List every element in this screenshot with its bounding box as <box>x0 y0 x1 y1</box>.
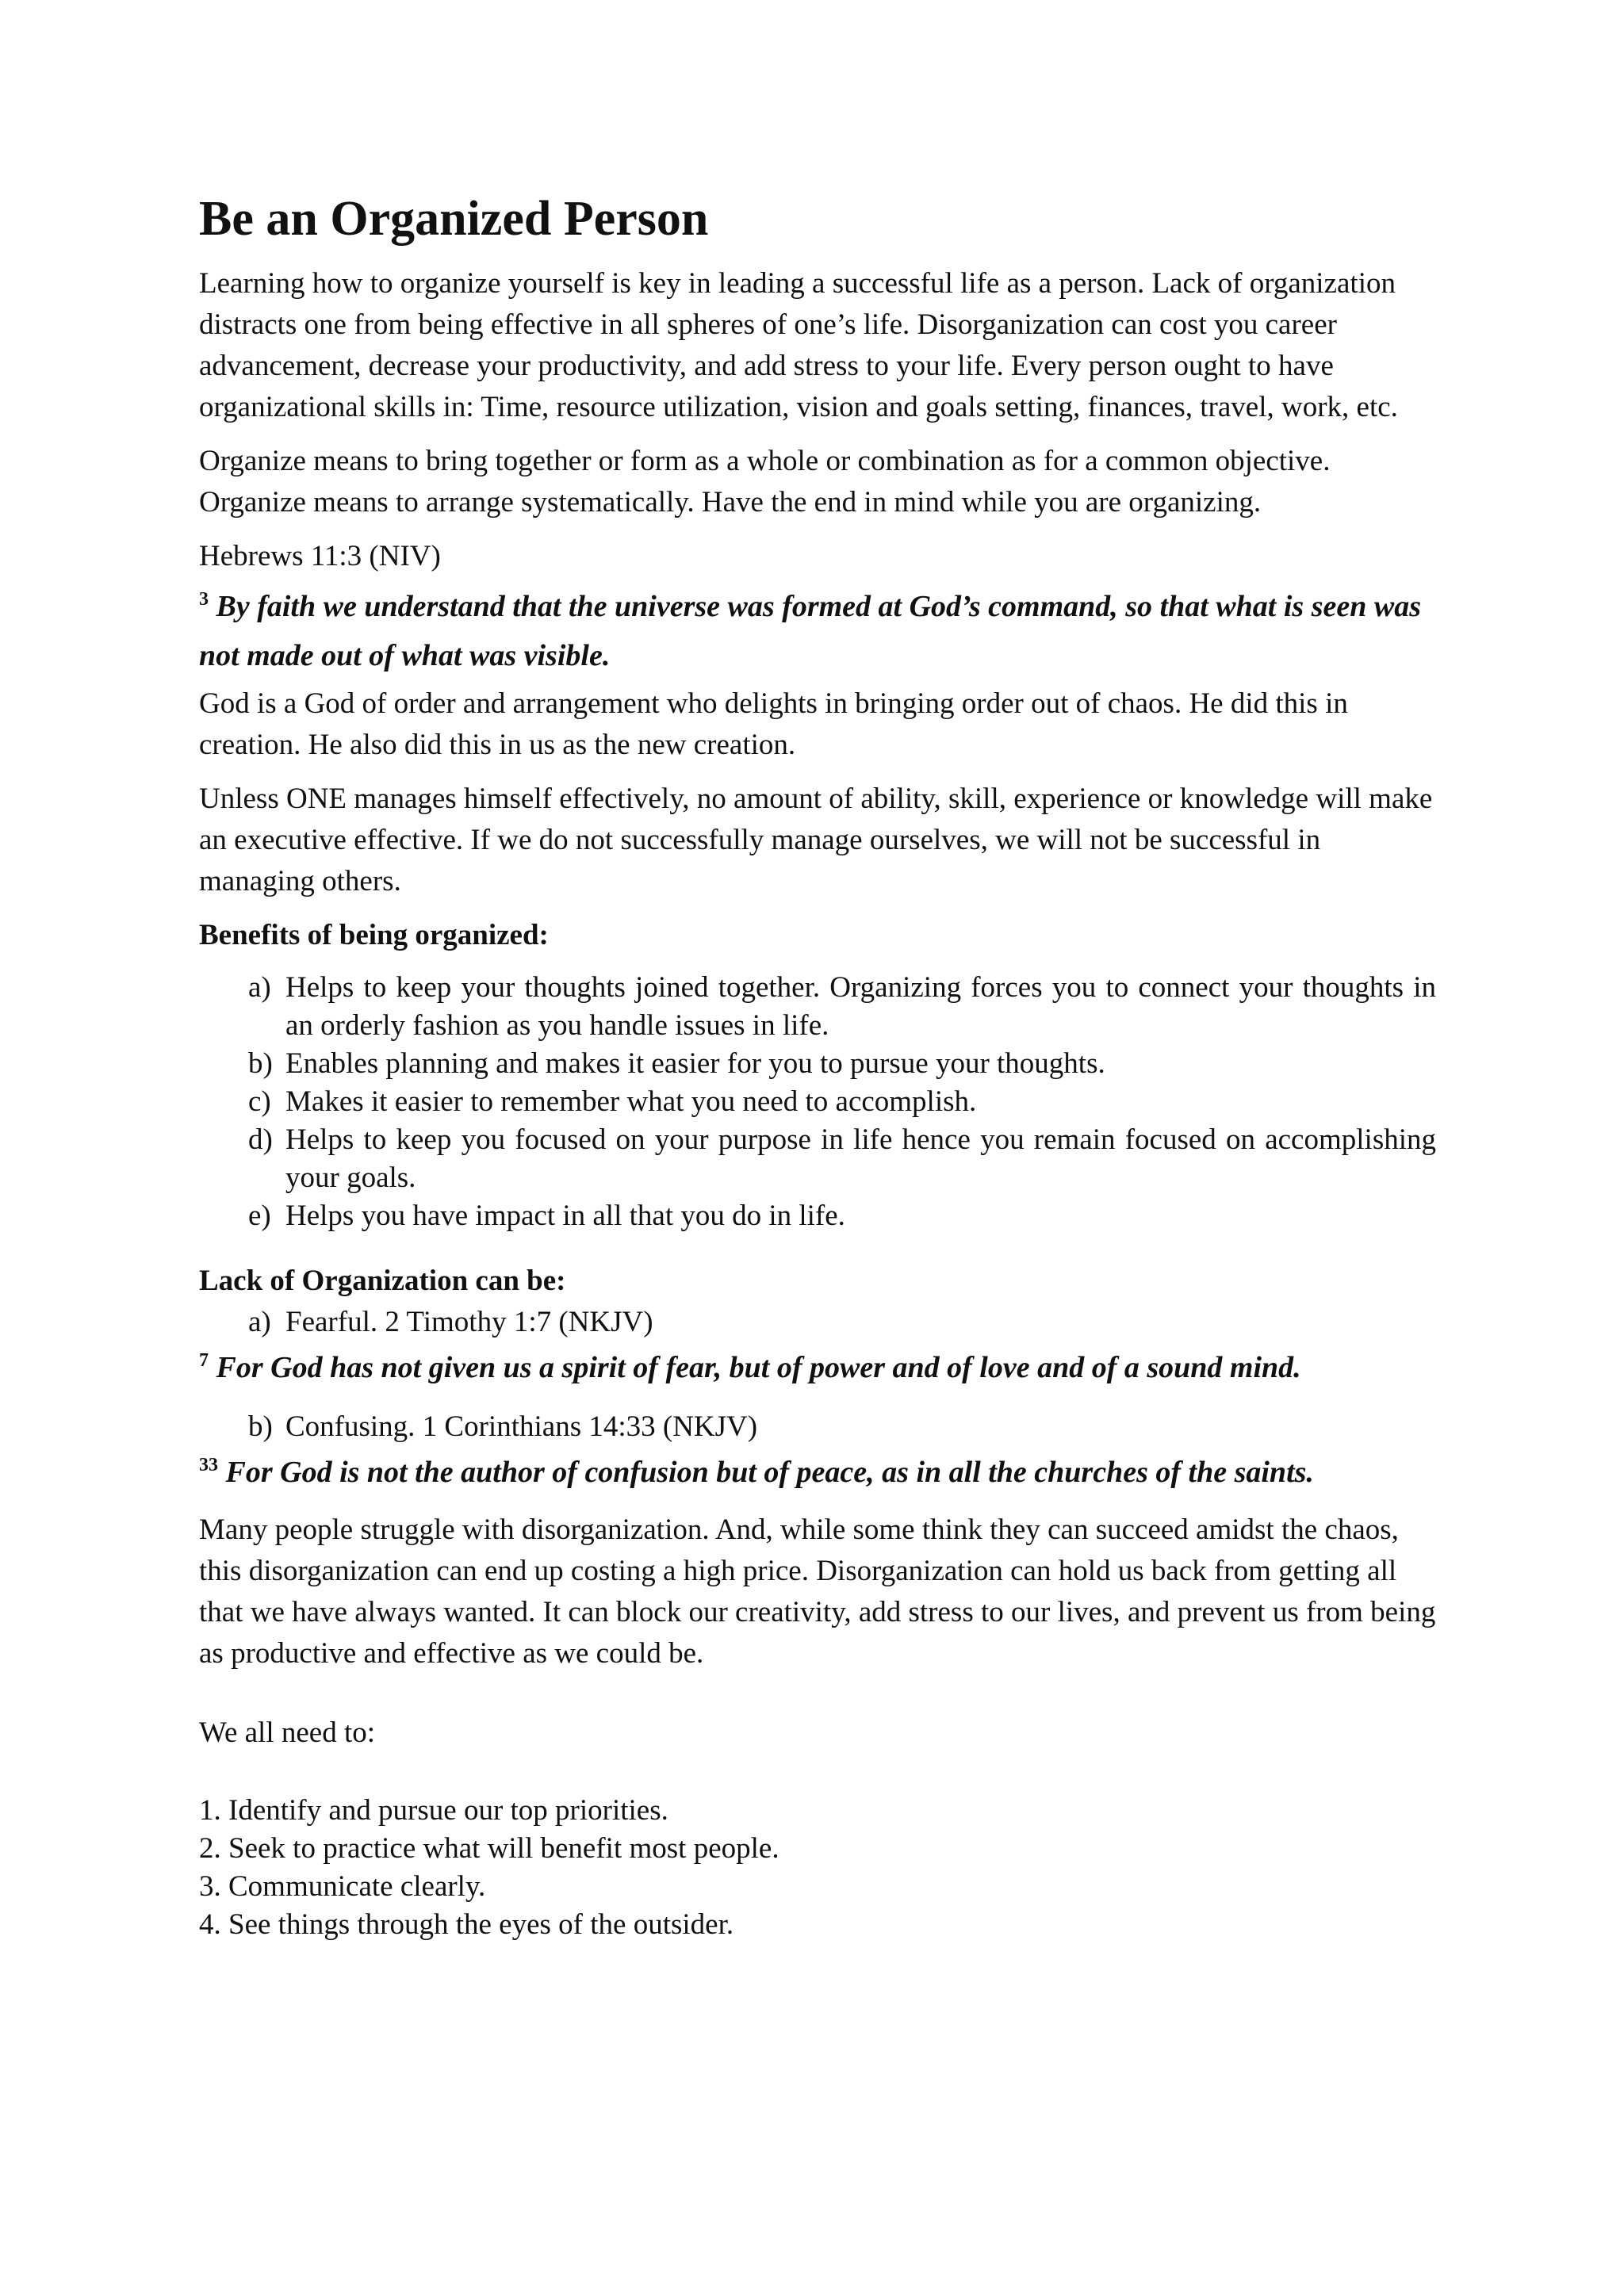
list-item-text: Helps you have impact in all that you do in life. <box>285 1200 845 1232</box>
scripture-verse-corinthians <box>199 1448 1436 1497</box>
paragraph-disorganization: Many people struggle with disorganization. And, while some think they can succeed amidst the chaos, this disorganization can end up costing a high price. Disorganization can hold us back from getting all that we have always wanted. It can block our creativity, add stress to our lives, and prevent us from being as productive and effective as we could be. <box>199 1513 1436 1670</box>
list-item-text: Enables planning and makes it easier for you to pursue your thoughts. <box>285 1047 1105 1080</box>
paragraph-we-all-need: We all need to: <box>199 1716 376 1749</box>
lack-item-fearful <box>199 1302 1436 1343</box>
scripture-verse-timothy <box>199 1343 1436 1392</box>
list-item <box>248 969 1436 1045</box>
list-marker: b) <box>248 1047 273 1080</box>
list-marker: e) <box>248 1200 271 1232</box>
paragraph-intro: Learning how to organize yourself is key in leading a successful life as a person. Lack of organization distracts one from being effective in all spheres of one’s life. Disorganization can cost you career advancement, decrease your productivity, and add stress to your life. Every person ought to have organizational skills in: Time, resource utilization, vision and goals setting, finances, travel, work, etc. <box>199 267 1398 423</box>
list-marker: c) <box>248 1085 271 1118</box>
list-item-text: Fearful. 2 Timothy 1:7 (NKJV) <box>285 1306 653 1338</box>
paragraph-god-of-order: God is a God of order and arrangement who delights in bringing order out of chaos. He did this in creation. He also did this in us as the new creation. <box>199 687 1348 761</box>
list-marker: d) <box>248 1123 273 1156</box>
list-item: 4. See things through the eyes of the outsider. <box>199 1908 734 1941</box>
lack-heading: Lack of Organization can be: <box>199 1265 566 1297</box>
list-item: 2. Seek to practice what will benefit most people. <box>199 1832 779 1865</box>
verse-number: 7 <box>199 1350 209 1371</box>
list-item <box>248 1197 1436 1235</box>
scripture-verse <box>199 582 1436 680</box>
list-item-text: Helps to keep you focused on your purpose in life hence you remain focused on accomplishing your goals. <box>285 1123 1436 1194</box>
verse-number: 33 <box>199 1455 218 1475</box>
list-item-text: Makes it easier to remember what you need to accomplish. <box>285 1085 977 1118</box>
verse-text: By faith we understand that the universe was formed at God’s command, so that what is seen was not made out of what was visible. <box>199 590 1421 672</box>
list-marker: a) <box>248 1306 271 1338</box>
list-marker: b) <box>248 1410 273 1443</box>
list-item-text: Helps to keep your thoughts joined together. Organizing forces you to connect your thoughts in an orderly fashion as you handle issues in life. <box>285 971 1436 1042</box>
verse-text: For God is not the author of confusion but of peace, as in all the churches of the saints. <box>225 1456 1314 1489</box>
lack-item-confusing <box>199 1406 1436 1448</box>
list-item <box>248 1121 1436 1197</box>
list-item <box>248 1083 1436 1121</box>
page-title: Be an Organized Person <box>199 192 709 246</box>
needs-list <box>199 1792 1436 1944</box>
scripture-reference: Hebrews 11:3 (NIV) <box>199 540 441 572</box>
verse-number: 3 <box>199 589 209 610</box>
benefits-heading: Benefits of being organized: <box>199 919 549 951</box>
paragraph-manage-yourself: Unless ONE manages himself effectively, no amount of ability, skill, experience or knowledge will make an executive effective. If we do not successfully manage ourselves, we will not be successful in managing others. <box>199 783 1433 897</box>
list-item-text: Confusing. 1 Corinthians 14:33 (NKJV) <box>285 1410 758 1443</box>
list-item: 3. Communicate clearly. <box>199 1870 486 1903</box>
paragraph-organize-definition: Organize means to bring together or form as a whole or combination as for a common objective. Organize means to arrange systematically. Have the end in mind while you are organizing. <box>199 445 1331 519</box>
verse-text: For God has not given us a spirit of fear, but of power and of love and of a sound mind. <box>216 1351 1301 1384</box>
list-item: 1. Identify and pursue our top priorities. <box>199 1794 668 1827</box>
document-page <box>199 187 1436 1944</box>
list-item <box>248 1045 1436 1083</box>
benefits-list <box>199 969 1436 1235</box>
list-marker: a) <box>248 971 271 1004</box>
